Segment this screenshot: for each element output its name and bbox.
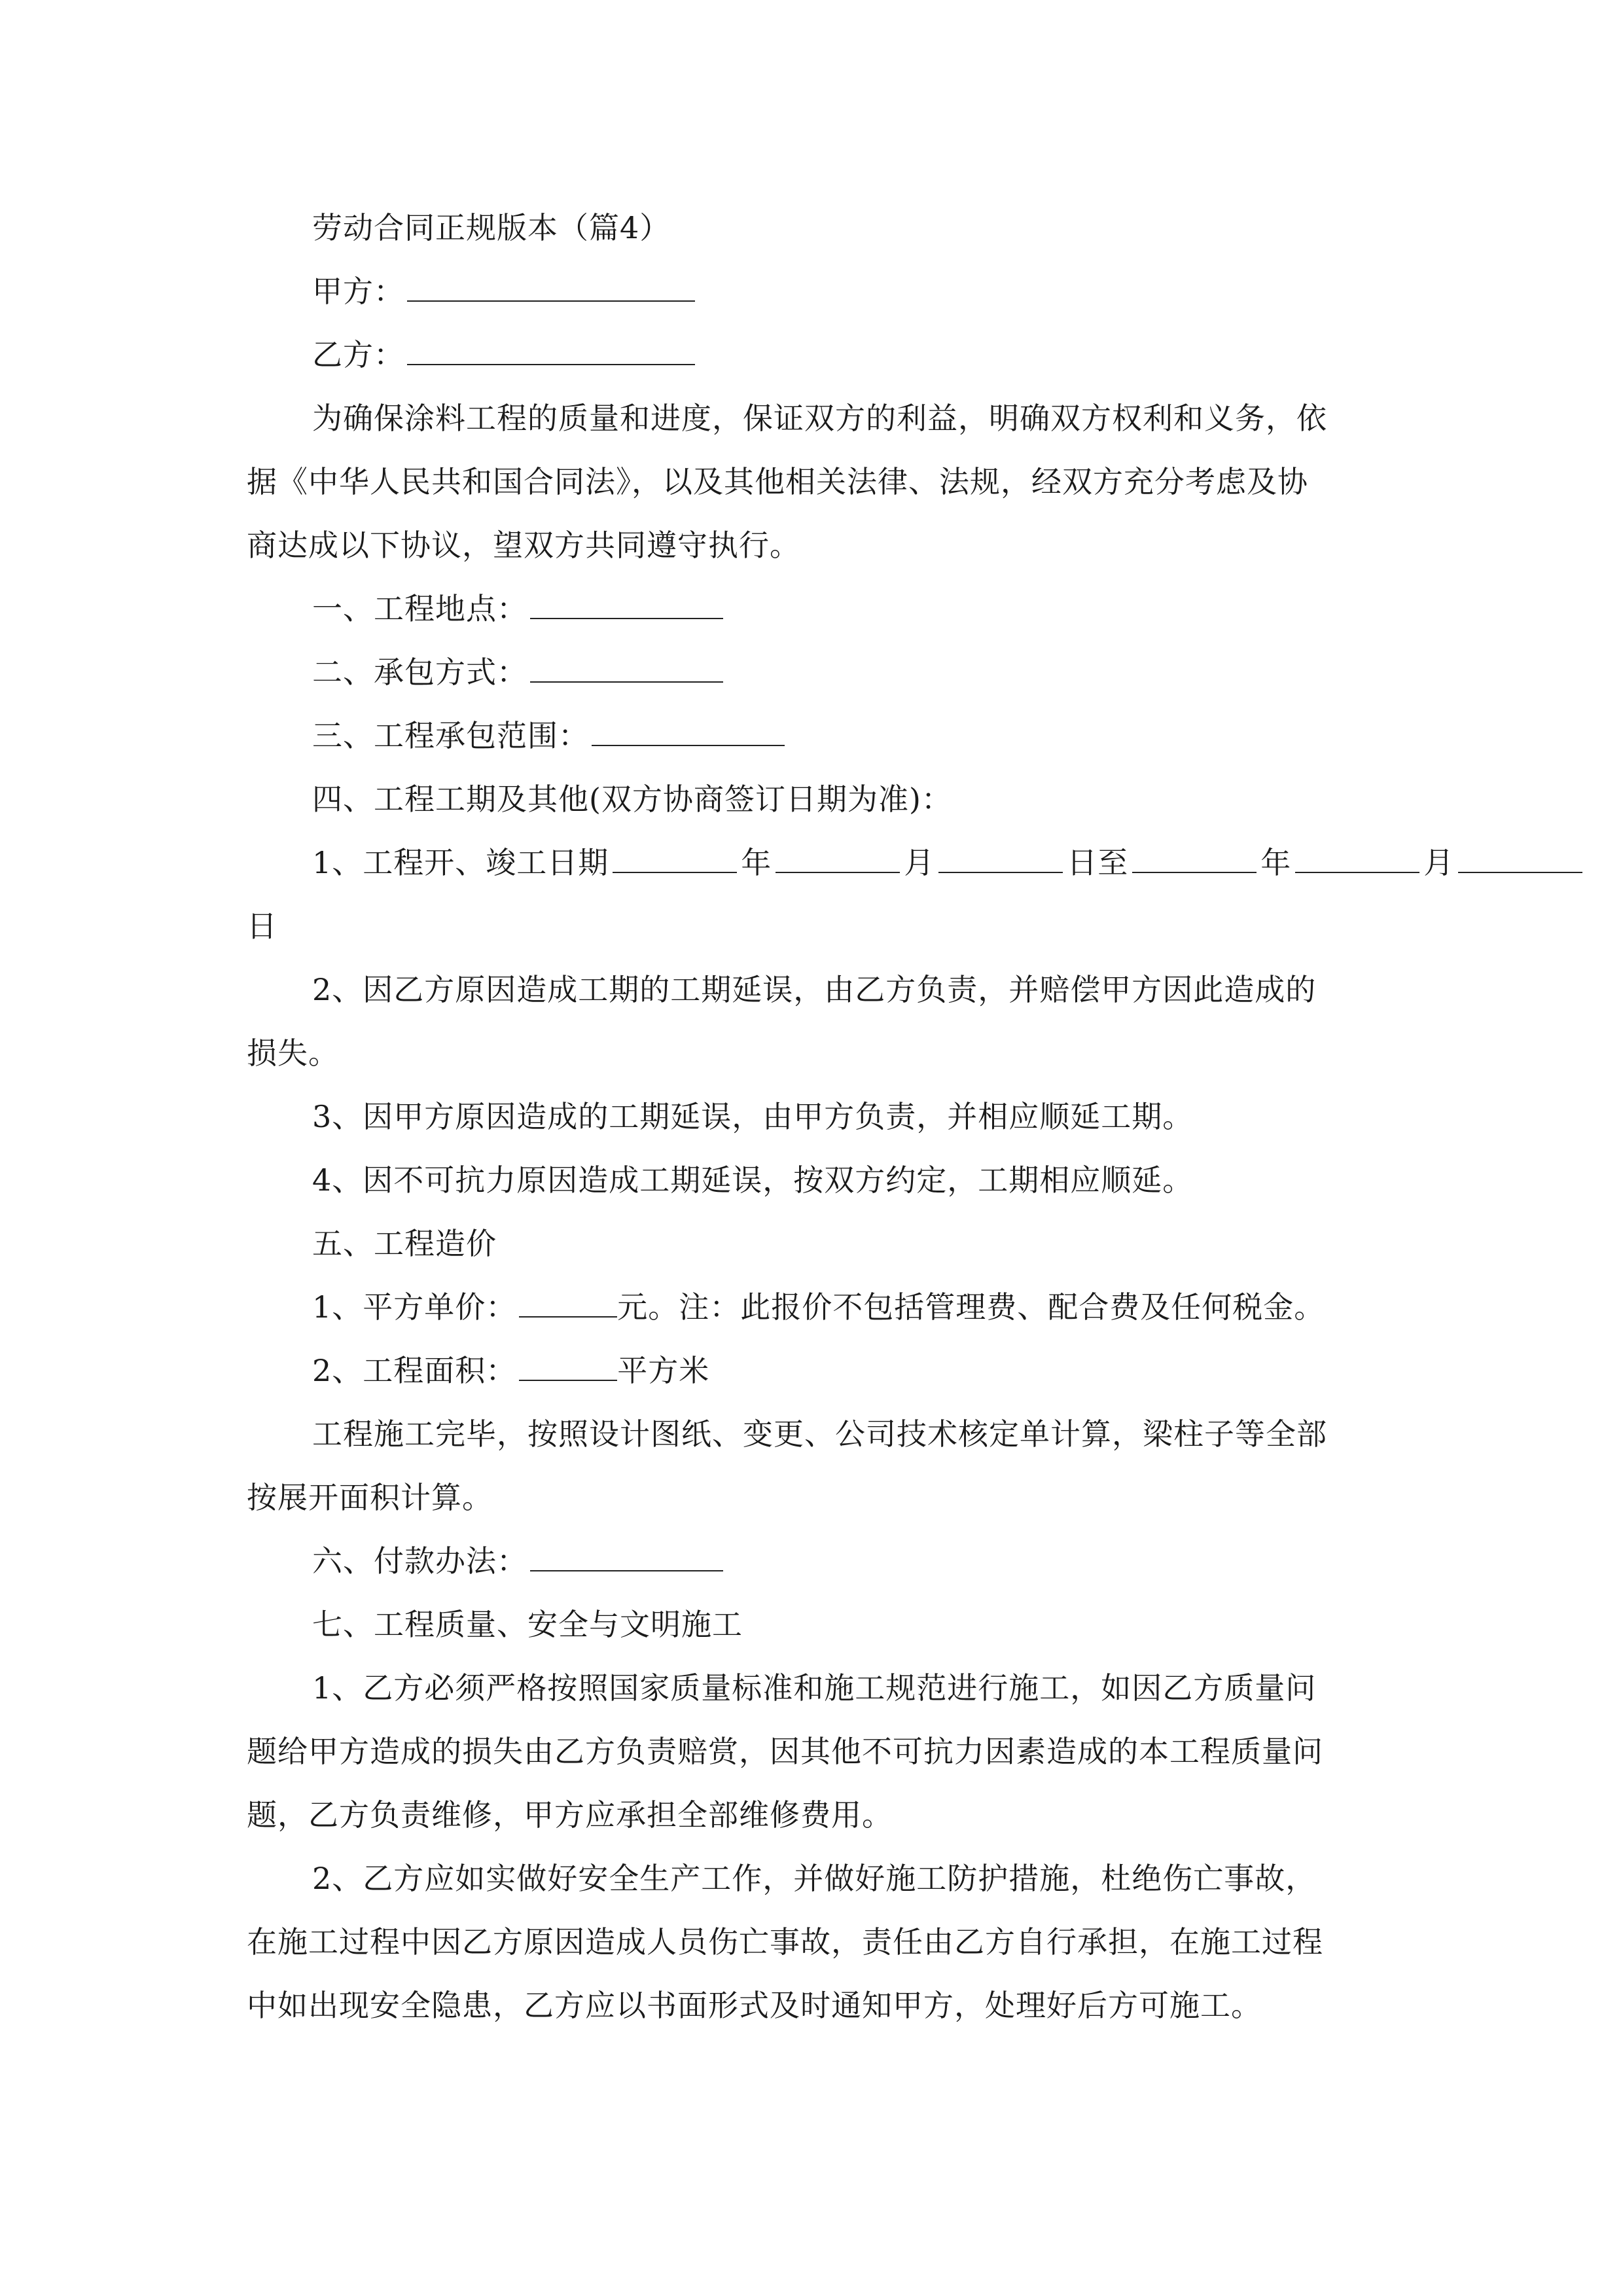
item-2-blank — [530, 655, 723, 683]
start-year-blank — [613, 846, 737, 873]
item-4-heading: 四、工程工期及其他(双方协商签订日期为准)： — [312, 781, 952, 817]
unit-price-blank — [519, 1290, 617, 1318]
item-2-line — [247, 641, 1379, 704]
intro-paragraph — [247, 387, 1379, 577]
date-clause-day-end: 日 — [247, 908, 277, 944]
party-b-blank — [407, 338, 695, 365]
clause-line: 题给甲方造成的损失由乙方负责赔赏，因其他不可抗力因素造成的本工程质量问 — [247, 1734, 1323, 1769]
item-6-label: 六、付款办法： — [312, 1543, 527, 1579]
item-7-heading: 七、工程质量、安全与文明施工 — [312, 1607, 743, 1642]
price-clause-suffix: 元。注：此报价不包括管理费、配合费及任何税金。 — [617, 1289, 1325, 1325]
intro-line: 为确保涂料工程的质量和进度，保证双方的利益，明确双方权利和义务，依 — [312, 401, 1327, 436]
party-a-blank — [407, 274, 695, 302]
start-month-label: 月 — [904, 845, 935, 880]
end-day-blank — [1458, 846, 1582, 873]
clause-line: 2、因乙方原因造成工期的工期延误，由乙方负责，并赔偿甲方因此造成的 — [312, 972, 1317, 1007]
intro-line: 商达成以下协议，望双方共同遵守执行。 — [247, 528, 800, 563]
item-1-label: 一、工程地点： — [312, 591, 527, 626]
item-1-line — [247, 577, 1379, 641]
clause-7-1 — [247, 1657, 1379, 1847]
end-month-label: 月 — [1423, 845, 1455, 880]
item-3-line — [247, 704, 1379, 768]
area-clause-line — [247, 1339, 1379, 1403]
area-note-line: 按展开面积计算。 — [247, 1480, 493, 1515]
start-day-blank — [938, 846, 1063, 873]
item-3-blank — [592, 719, 785, 746]
clause-4-2 — [247, 958, 1379, 1085]
item-6-blank — [530, 1544, 723, 1571]
clause-7-2 — [247, 1847, 1379, 2037]
contract-body — [247, 196, 1455, 2037]
intro-line: 据《中华人民共和国合同法》，以及其他相关法律、法规，经双方充分考虑及协 — [247, 464, 1308, 499]
start-month-blank — [776, 846, 900, 873]
item-2-label: 二、承包方式： — [312, 655, 527, 690]
price-clause-prefix: 1、平方单价： — [312, 1289, 517, 1325]
date-clause-line — [247, 831, 1455, 895]
date-clause-prefix: 1、工程开、竣工日期 — [312, 845, 609, 880]
clause-line: 1、乙方必须严格按照国家质量标准和施工规范进行施工，如因乙方质量问 — [312, 1670, 1317, 1706]
party-b-label: 乙方： — [312, 337, 404, 372]
end-year-label: 年 — [1260, 845, 1292, 880]
item-3-label: 三、工程承包范围： — [312, 718, 589, 753]
area-clause-prefix: 2、工程面积： — [312, 1353, 517, 1388]
area-note — [247, 1403, 1379, 1530]
item-1-blank — [530, 592, 723, 619]
clause-4-4: 4、因不可抗力原因造成工期延误，按双方约定，工期相应顺延。 — [312, 1162, 1194, 1198]
party-a-line — [247, 260, 1379, 323]
area-blank — [519, 1354, 617, 1381]
end-year-blank — [1132, 846, 1257, 873]
item-6-line — [247, 1530, 1379, 1593]
clause-4-3: 3、因甲方原因造成的工期延误，由甲方负责，并相应顺延工期。 — [312, 1099, 1194, 1134]
party-b-line — [247, 323, 1379, 387]
clause-line: 损失。 — [247, 1035, 339, 1071]
party-a-label: 甲方： — [312, 274, 404, 309]
end-month-blank — [1295, 846, 1419, 873]
document-title: 劳动合同正规版本（篇4） — [312, 210, 671, 245]
area-note-line: 工程施工完毕，按照设计图纸、变更、公司技术核定单计算，梁柱子等全部 — [312, 1416, 1327, 1452]
clause-line: 2、乙方应如实做好安全生产工作，并做好施工防护措施，杜绝伤亡事故， — [312, 1861, 1317, 1896]
clause-line: 题，乙方负责维修，甲方应承担全部维修费用。 — [247, 1797, 893, 1833]
clause-line: 在施工过程中因乙方原因造成人员伤亡事故，责任由乙方自行承担，在施工过程 — [247, 1924, 1323, 1960]
start-year-label: 年 — [741, 845, 772, 880]
item-5-heading: 五、工程造价 — [312, 1226, 497, 1261]
area-clause-suffix: 平方米 — [617, 1353, 710, 1388]
price-clause-line — [247, 1276, 1379, 1339]
start-day-label: 日至 — [1067, 845, 1129, 880]
clause-line: 中如出现安全隐患，乙方应以书面形式及时通知甲方，处理好后方可施工。 — [247, 1988, 1262, 2023]
